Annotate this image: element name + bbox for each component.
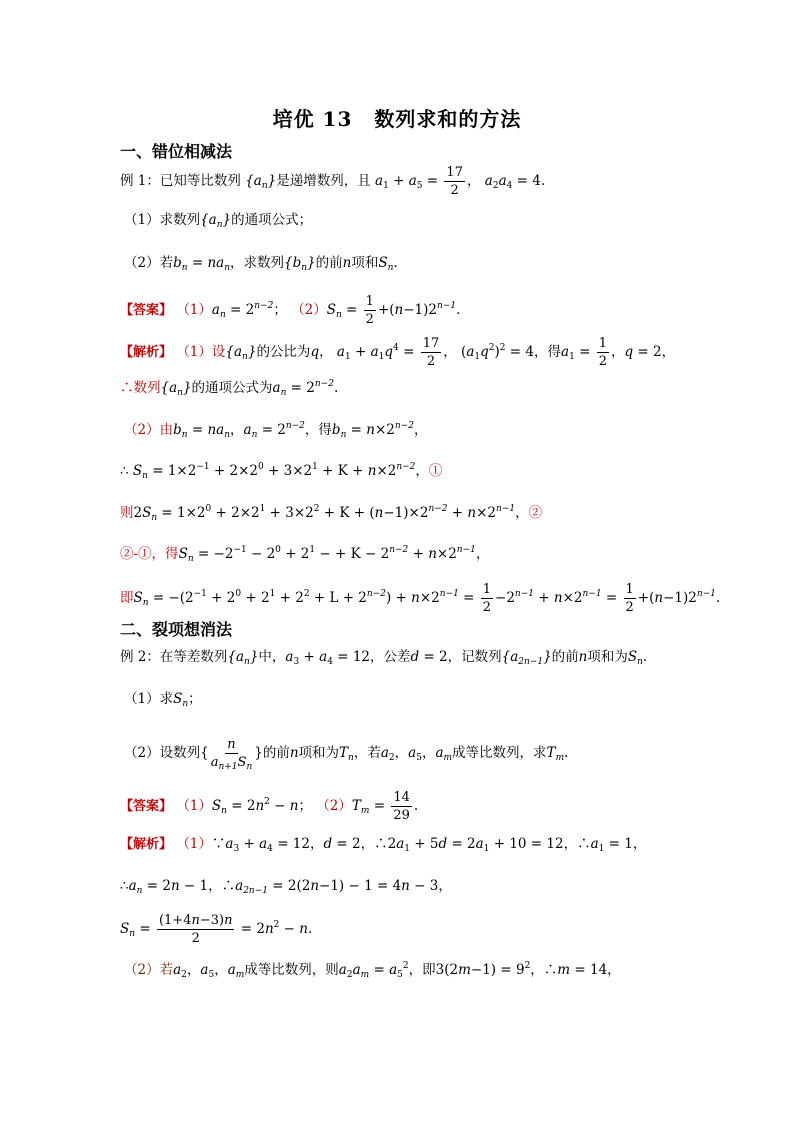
section-heading-1: 一、错位相减法 — [120, 142, 233, 161]
example1-question1: （1）求数列$\{a_n\}$的通项公式； — [124, 212, 313, 230]
example2-answer: 【答案】 $(1)S_n = 2n^2 - n$； $(2)T_m$ = $\frac{14}{29}$ . — [120, 790, 419, 823]
example2-statement: 例 2：在等差数列$\{a_n\}$中，$a_3 + a_4 = 12$，公差d = 2，记数列$\{a_{2n-1}\}$的前n项和为$S_n$. — [120, 649, 648, 667]
example2-analysis-3: $S_n$ = $\frac{(1+4n-3)n}{2}$ = $2n^2 - n$. — [120, 913, 313, 946]
example1-analysis-5: 则$2S_n = 1\times 2^0 + 2\times 2^1 + 3\times 2^2 + K + (n-1)\times 2^{n-2} + n\times 2^{n-1}$，② — [120, 504, 543, 523]
page-title: 培优 13 数列求和的方法 — [272, 107, 522, 131]
example1-statement: 例 1：已知等比数列 $\{a_n\}$是递增数列，且 $a_1 + a_5$ = $\frac{17}{2}$ ， $a_2a_4 = 4$. — [120, 165, 546, 198]
example1-analysis-1: 【解析】 （1）设$\{a_n\}$的公比为q， $a_1 + a_1q^4$ = $\frac{17}{2}$ ， $(a_1q^2)^2 = 4$，得$a_1$ = $\frac{1}{2}$ ，q = 2， — [120, 336, 676, 369]
example2-analysis-4: （2）若$a_2$，$a_5$，$a_m$成等比数列，则$a_2a_m = a_5^2$，即$3(2m-1) = 9^2$，∴m = 14， — [124, 961, 621, 980]
example2-analysis-1: 【解析】 $(1)\because a_3 + a_4 = 12$，d = 2，$\therefore 2a_1 + 5d = 2a_1 + 10 = 12$，$\therefore a_1 = 1$， — [120, 836, 647, 854]
example1-analysis-3: （2）由$b_n = na_n$，$a_n = 2^{n-2}$，得$b_n = n\times 2^{n-2}$， — [124, 421, 428, 440]
example2-question2: （2）设数列{ $\frac{n}{a_{n+1}S_n}$ }的前n项和为$T_n$，若$a_2$，$a_5$，$a_m$成等比数列，求$T_m$. — [124, 737, 569, 772]
section-heading-2: 二、裂项想消法 — [120, 620, 233, 639]
example1-question2: （2）若$b_n = na_n$，求数列$\{b_n\}$的前n项和$S_n$. — [124, 255, 398, 273]
example2-analysis-2: $\therefore a_n = 2n - 1$，$\therefore a_{2n-1} = 2(2n-1) - 1 = 4n - 3$， — [120, 878, 452, 896]
example1-analysis-7: 即$S_n = -(2^{-1} + 2^0 + 2^1 + 2^2 + L + 2^{n-2}) + n\times 2^{n-1}$ = $\frac{1}{2}$ $-2^{n-1} + n\times 2^{n-1}$ = $\frac{1}{2}$ $+(n-1)2^{n-1}$. — [120, 582, 721, 615]
example1-analysis-6: ②-①，得$S_n = -2^{-1} - 2^0 + 2^1$ − + $K - 2^{n-2} + n\times 2^{n-1}$， — [120, 545, 490, 564]
example1-answer: 【答案】 $(1)a_n = 2^{n-2}$； $(2)S_n$ = $\frac{1}{2}$ $+(n-1)2^{n-1}$. — [120, 294, 461, 327]
example1-analysis-4: ∴ $S_n = 1\times 2^{-1} + 2\times 2^0 + 3\times 2^1 + K + n\times 2^{n-2}$，① — [120, 462, 443, 481]
example1-analysis-2: ∴数列$\{a_n\}$的通项公式为$a_n = 2^{n-2}$. — [120, 379, 339, 398]
example2-question1: （1）求$S_n$； — [124, 691, 202, 709]
